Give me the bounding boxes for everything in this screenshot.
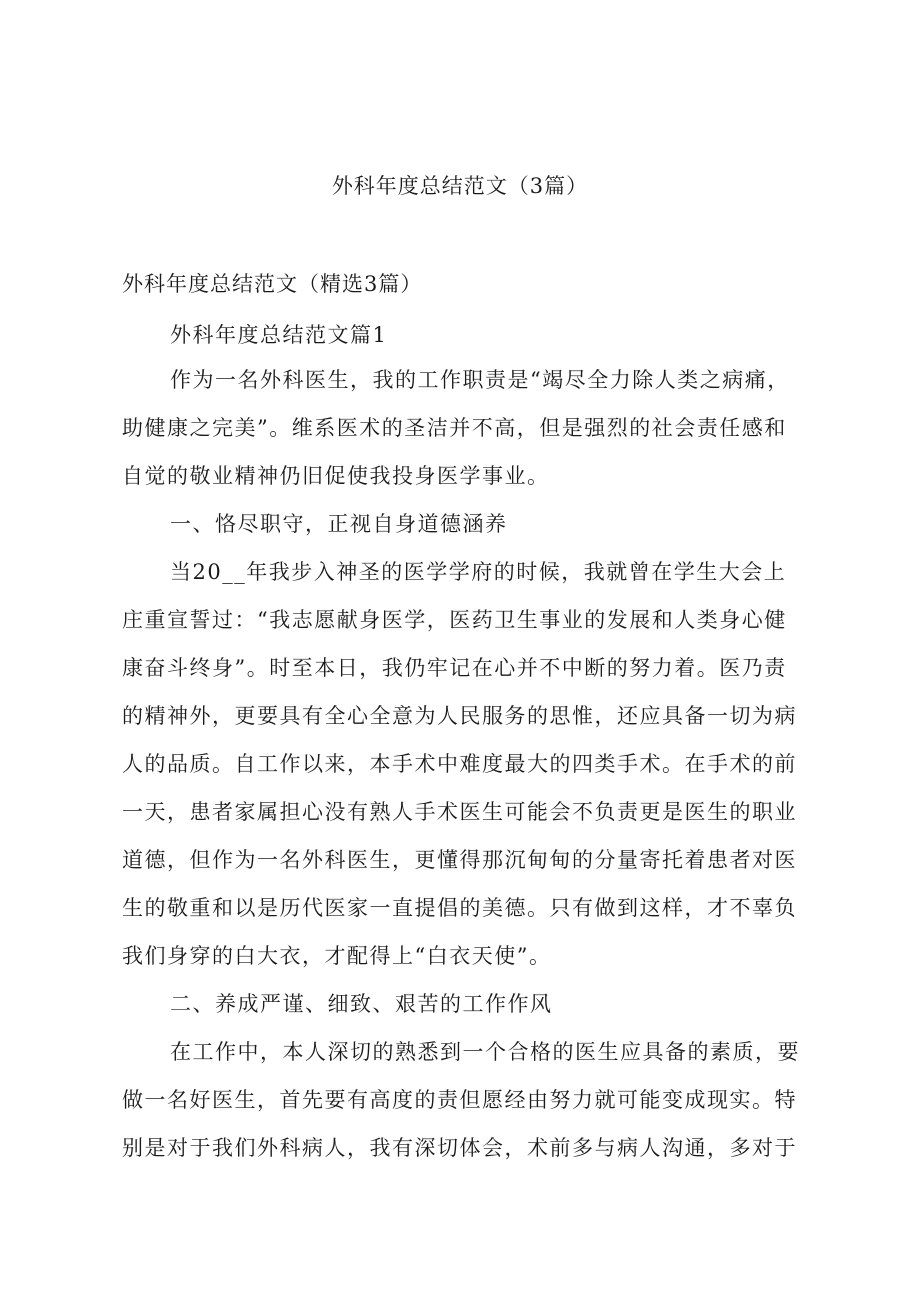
paragraph-line: 康奋斗终身”。时至本日，我仍牢记在心并不中断的努力着。医乃责 [122,656,787,680]
sub-heading-1: 一、恪尽职守，正视自身道德涵养 [170,512,508,536]
paragraph-line: 当20__年我步入神圣的医学学府的时候，我就曾在学生大会上 [170,560,787,584]
paragraph-line: 自觉的敬业精神仍旧促使我投身医学事业。 [122,464,550,488]
paragraph-line: 人的品质。自工作以来，本手术中难度最大的四类手术。在手术的前 [122,752,797,776]
section-heading: 外科年度总结范文篇1 [170,323,388,347]
paragraph-line: 道德，但作为一名外科医生，更懂得那沉甸甸的分量寄托着患者对医 [122,848,797,872]
paragraph-line: 做一名好医生，首先要有高度的责但愿经由努力就可能变成现实。特 [122,1088,797,1112]
paragraph-line: 庄重宣誓过：“我志愿献身医学，医药卫生事业的发展和人类身心健 [122,608,787,632]
paragraph-line: 的精神外，更要具有全心全意为人民服务的思惟，还应具备一切为病 [122,704,797,728]
paragraph-line: 我们身穿的白大衣，才配得上“白衣天使”。 [122,944,552,968]
paragraph-line: 生的敬重和以是历代医家一直提倡的美德。只有做到这样，才不辜负 [122,896,797,920]
sub-heading-2: 二、养成严谨、细致、艰苦的工作作风 [170,992,553,1016]
paragraph-line: 别是对于我们外科病人，我有深切体会，术前多与病人沟通，多对于 [122,1136,797,1160]
document-subtitle: 外科年度总结范文（精选3篇） [122,272,423,296]
paragraph-line: 在工作中，本人深切的熟悉到一个合格的医生应具备的素质，要 [170,1040,800,1064]
paragraph-line: 一天，患者家属担心没有熟人手术医生可能会不负责更是医生的职业 [122,800,797,824]
document-title: 外科年度总结范文（3篇） [331,174,589,198]
paragraph-line: 助健康之完美”。维系医术的圣洁并不高，但是强烈的社会责任感和 [122,416,787,440]
paragraph-line: 作为一名外科医生，我的工作职责是“竭尽全力除人类之病痛， [170,368,790,392]
